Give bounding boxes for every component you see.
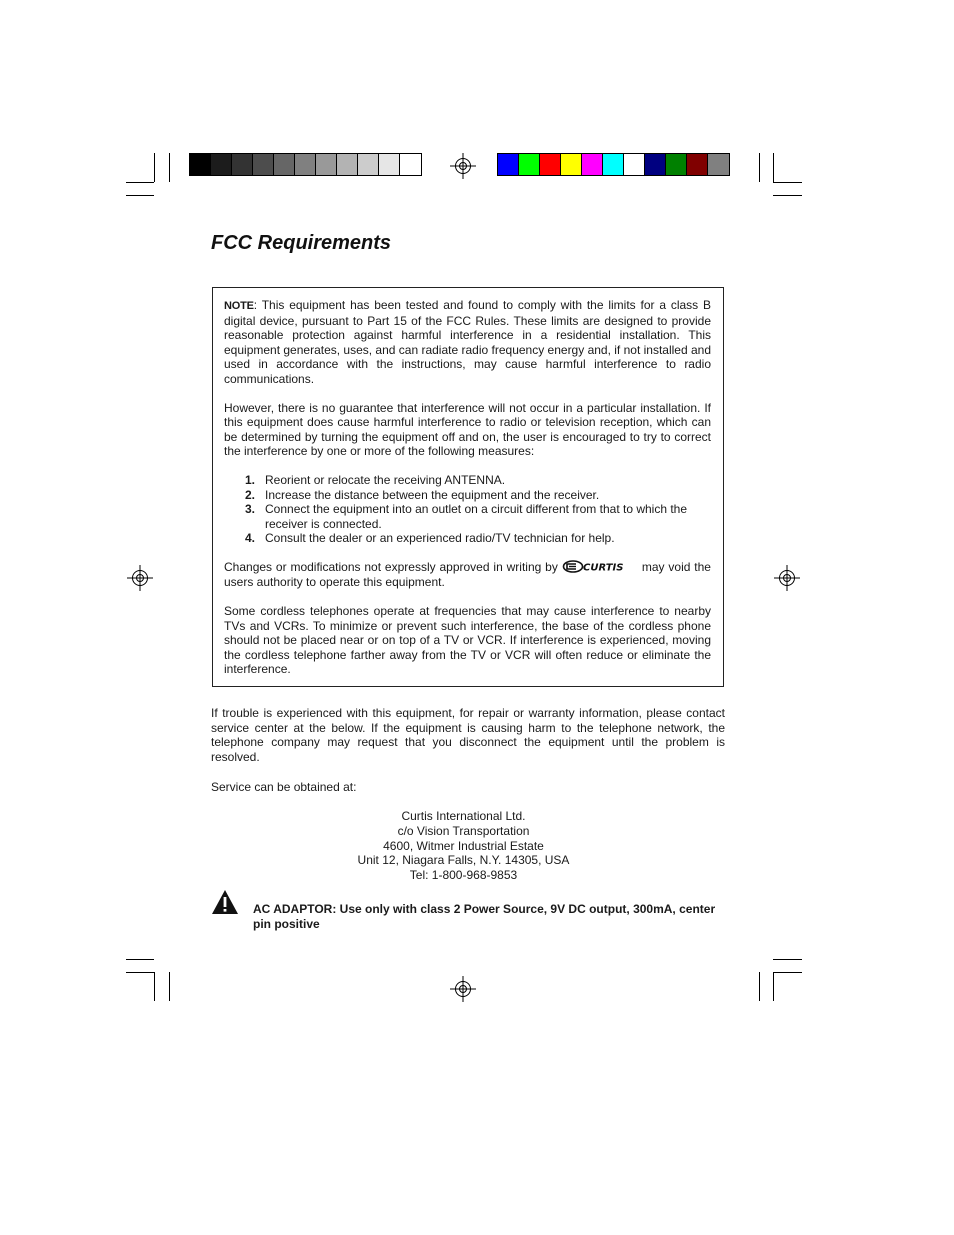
fcc-notice-box <box>212 287 724 687</box>
trouble-paragraph: If trouble is experienced with this equipment, for repair or warranty information, please contact service center at the below. If the equipment is causing harm to the telephone network, the telephone company may request that you disconnect the equipment until the problem is resolved. <box>211 706 725 764</box>
address-line: c/o Vision Transportation <box>397 823 530 838</box>
crop-mark <box>126 959 154 960</box>
color-swatch <box>337 154 358 175</box>
color-swatch <box>540 154 561 175</box>
note-paragraph <box>224 298 711 387</box>
color-swatch <box>561 154 582 175</box>
crop-mark <box>773 972 802 973</box>
color-swatch <box>624 154 645 175</box>
measures-list <box>224 473 711 546</box>
crop-mark <box>154 153 155 182</box>
crop-mark <box>169 153 170 182</box>
curtis-logo-icon <box>562 560 636 573</box>
crop-mark <box>773 972 774 1001</box>
color-swatch <box>232 154 253 175</box>
registration-mark-icon <box>450 976 476 1002</box>
color-swatch <box>358 154 379 175</box>
crop-mark <box>773 182 802 183</box>
address-line: Curtis International Ltd. <box>401 809 526 823</box>
crop-mark <box>773 195 802 196</box>
color-swatch <box>379 154 400 175</box>
color-swatch <box>253 154 274 175</box>
warning-triangle-icon <box>211 889 239 915</box>
color-swatch <box>645 154 666 175</box>
grayscale-calibration-bar <box>189 153 422 176</box>
color-swatch <box>687 154 708 175</box>
registration-mark-icon <box>450 153 476 179</box>
list-item: 2. Increase the distance between the equipment and the receiver. <box>245 487 600 502</box>
color-swatch <box>603 154 624 175</box>
color-swatch <box>190 154 211 175</box>
color-swatch <box>708 154 729 175</box>
list-item: 3. Connect the equipment into an outlet on a circuit different from that to which the receiver is connected. <box>245 502 688 531</box>
color-swatch <box>400 154 421 175</box>
list-item: 1. Reorient or relocate the receiving ANTENNA. <box>245 472 506 487</box>
crop-mark <box>759 153 760 182</box>
ac-adaptor-warning: AC ADAPTOR: Use only with class 2 Power Source, 9V DC output, 300mA, center pin positive <box>253 902 716 931</box>
crop-mark <box>126 195 154 196</box>
registration-mark-icon <box>127 565 153 591</box>
address-line: Unit 12, Niagara Falls, N.Y. 14305, USA <box>357 853 570 868</box>
color-swatch <box>666 154 687 175</box>
crop-mark <box>773 959 802 960</box>
crop-mark <box>126 182 154 183</box>
color-swatch <box>498 154 519 175</box>
color-swatch <box>211 154 232 175</box>
note-label: NOTE <box>224 300 254 312</box>
crop-mark <box>759 972 760 1001</box>
color-swatch <box>295 154 316 175</box>
crop-mark <box>154 972 155 1001</box>
crop-mark <box>169 972 170 1001</box>
address-line: 4600, Witmer Industrial Estate <box>383 838 544 853</box>
svg-text:CURTIS: CURTIS <box>582 562 624 573</box>
color-swatch <box>316 154 337 175</box>
changes-paragraph: Changes or modifications not expressly approved in writing by CURTIS may void the users authority to operate this equipment. <box>224 559 711 589</box>
list-item: 4. Consult the dealer or an experienced radio/TV technician for help. <box>245 531 615 546</box>
guarantee-paragraph: However, there is no guarantee that interference will not occur in a particular installation. If this equipment does cause harmful interference to radio or television reception, which can be determined by turning the equipment off and on, the user is encouraged to try to correct the interference by one or more of the following measures: <box>224 400 711 459</box>
crop-mark <box>126 972 154 973</box>
color-swatch <box>274 154 295 175</box>
color-calibration-bar <box>497 153 730 176</box>
color-swatch <box>582 154 603 175</box>
note-text: : This equipment has been tested and found to comply with the limits for a class B digital device, pursuant to Part 15 of the FCC Rules. These limits are designed to provide reasonable protection against harmful interference in a residential installation. This equipment generates, uses, and can radiate radio frequency energy and, if not installed and used in accordance with the instructions, may cause harmful interference to radio communications. <box>224 298 711 386</box>
page-title: FCC Requirements <box>211 232 392 254</box>
service-obtained-label: Service can be obtained at: <box>211 780 357 794</box>
service-address <box>300 809 627 883</box>
registration-mark-icon <box>774 565 800 591</box>
address-phone: Tel: 1-800-968-9853 <box>409 868 518 883</box>
color-swatch <box>519 154 540 175</box>
cordless-paragraph: Some cordless telephones operate at frequencies that may cause interference to nearby TVs and VCRs. To minimize or prevent such interference, the base of the cordless phone should not be placed near or on top of a TV or VCR. If interference is experienced, moving the cordless telephone farther away from the TV or VCR will often reduce or eliminate the interference. <box>224 604 711 677</box>
crop-mark <box>773 153 774 182</box>
